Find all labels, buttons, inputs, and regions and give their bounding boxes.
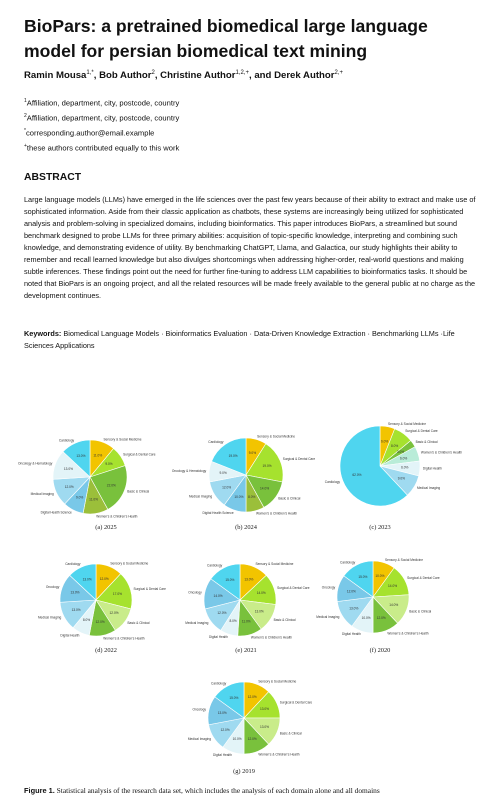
pie-slice-value: 9.0% [75,495,84,500]
author-separator: , and [249,70,275,82]
pie-slice-value: 13.0% [82,577,92,582]
pie-slice-label: Cardiology [324,479,341,484]
affiliation-text: corresponding.author@email.example [25,128,155,138]
pie-slice-value: 6.0% [399,456,408,461]
pie-chart-2 [171,428,316,522]
author-sup: 2 [151,70,155,76]
pie-slice-value: 14.0% [389,603,399,608]
pie-slice-value: 6.0% [381,439,389,444]
pie-slice-label: Surgical & Dental Care [133,587,166,592]
pie-slice-value: 6.0% [401,465,409,470]
pie-slice-value: 8.0% [82,618,91,623]
pie-slice-value: 12.0% [346,589,356,594]
pie-slice-value: 15.0% [358,575,368,580]
affiliation-2 [24,113,179,123]
subfigure-caption: (f) 2020 [369,647,391,654]
pie-slice-label: Surgical & Dental Care [123,452,156,457]
pie-slice-value: 13.0% [76,453,86,458]
pie-slice-value: 8.0% [229,619,237,624]
pie-slice-value: 13.0% [349,606,359,611]
pie-slice-label: Oncology & Hematology [17,461,53,466]
author-name: Ramin Mousa [24,70,87,82]
keywords-text: Biomedical Language Models · Bioinformatics Evaluation · Data-Driven Knowledge Extraction · Benchmarking LLMs ·Life Sciences Applications [24,329,455,350]
pie-slice-value: 14.0% [213,593,223,598]
figure-caption-label: Figure 1. [24,786,55,795]
pie-slice-value: 10.0% [375,573,385,578]
pie-slice-label: Medical Imaging [189,494,213,499]
pie-slice-value: 11.0% [89,497,98,502]
pie-chart-1 [17,430,157,524]
pie-slice-value: 17.0% [112,591,122,596]
pie-slice-value: 14.0% [388,584,398,589]
pie-slice-value: 14.0% [260,486,270,491]
pie-slice-label: Surgical & Dental Care [407,576,440,581]
pie-slice-value: 10.0% [232,737,242,742]
pie-slice-value: 12.0% [222,485,232,490]
affiliation-text: Affiliation, department, city, postcode, country [26,113,180,123]
pie-slice-label: Basic & Clinical [279,731,302,736]
affiliation-1 [24,98,179,108]
pie-slice-value: 19.0% [262,463,272,468]
pie-slice-value: 10.0% [234,494,244,499]
author-list [24,70,484,81]
pie-slice-label: Medical Imaging [417,485,441,490]
equal-contribution-note [24,143,179,153]
figure-caption-text: Statistical analysis of the research data set, which includes the analysis of each domain alone and all domains [54,786,380,795]
pie-slice-value: 13.0% [70,590,80,595]
pie-chart-3 [310,416,463,516]
pie-slice-label: Cardiology [211,681,227,686]
pie-slice-label: Oncology [192,707,206,712]
pie-slice-value: 13.0% [217,711,227,716]
pie-slice-value: 13.0% [259,724,270,729]
author-sup: 1,* [86,70,94,76]
pie-slice-label: Women's & Children's Health [96,514,138,519]
pie-chart-7 [178,672,313,764]
pie-slice-label: Oncology & Hematology [171,469,207,474]
pie-slice-value: 12.0% [99,577,109,582]
pie-slice-label: Basic & Clinical [415,439,438,444]
pie-slice-label: Basic & Clinical [127,489,150,494]
author-name: Bob Author [99,70,152,82]
pie-slice-label: Medical Imaging [30,492,54,497]
affiliation-sup: + [24,143,27,149]
pie-slice-value: 10.0% [361,616,371,621]
pie-slice-value: 11.0% [93,453,103,458]
pie-slice-value: 3.0% [396,450,405,455]
pie-slice-value: 14.0% [256,591,266,596]
pie-chart-5 [174,554,310,646]
pie-slice-label: Digital Health Science [202,511,234,516]
pie-slice-value: 12.0% [109,611,119,616]
pie-slice-label: Sensory & Social Medicine [110,561,149,566]
pie-slice-label: Sensory & Social Medicine [103,437,142,442]
subfigure-caption: (a) 2025 [95,524,117,531]
pie-slice-value: 12.0% [220,727,230,732]
pie-slice-label: Cardiology [65,562,81,567]
pie-slice-value: 15.0% [225,578,235,583]
pie-slice-value: 8.0% [390,443,399,448]
pie-slice-value: 12.0% [64,484,74,489]
author-separator: , [93,70,100,82]
pie-slice-label: Women's & Children's Health [387,631,429,636]
pie-slice-value: 9.0% [248,450,257,455]
affiliation-text: these authors contributed equally to this work [26,143,180,153]
pie-slice-value: 9.0% [219,470,227,475]
pie-slice-label: Sensory & Social Medicine [257,434,296,439]
subfigure-caption: (b) 2024 [235,524,257,531]
pie-slice-value: 11.0% [241,619,251,624]
pie-slice-label: Medical Imaging [316,614,340,619]
pie-slice-value: 15.0% [229,696,239,701]
pie-slice-label: Digital Health [422,466,442,471]
subfigure-caption: (d) 2022 [95,647,117,654]
pie-slice-label: Sensory & Social Medicine [258,679,297,684]
pie-slice-value: 9.0% [105,462,113,467]
affiliation-sup: 1 [24,98,27,104]
affiliation-text: Affiliation, department, city, postcode, country [26,98,180,108]
pie-slice-label: Women's & Children's Health [250,635,293,640]
pie-slice-value: 9.0% [397,476,405,481]
pie-slice-label: Basic & Clinical [127,620,150,625]
pie-slice-value: 13.0% [259,707,270,712]
pie-slice-value: 19.0% [228,454,238,459]
pie-slice-label: Surgical & Dental Care [405,429,438,434]
author-name: Christine Author [160,70,236,82]
pie-slice-value: 22.0% [106,483,116,488]
pie-slice-label: Women's & Children's Health [258,752,300,757]
author-name: Derek Author [274,70,335,82]
pie-slice-label: Digital Health [208,635,228,640]
pie-slice-label: Basic & Clinical [409,609,432,614]
pie-slice-value: 13.0% [254,609,264,614]
pie-slice-label: Cardiology [340,560,356,565]
pie-slice-label: Surgical & Dental Care [277,585,310,590]
keywords [24,328,476,352]
pie-slice-value: 12.0% [247,695,257,700]
pie-slice-label: Women's & Children's Health [103,636,145,641]
pie-slice-label: Women's & Children's Health [255,511,298,516]
pie-slice-label: Basic & Clinical [273,617,296,622]
pie-slice-value: 12.0% [376,615,386,620]
pie-chart-6 [307,551,439,643]
pie-slice-label: Women's & Children's Health [420,450,463,455]
pie-slice-label: Cardiology [58,438,75,443]
pie-slice-value: 8.0% [248,495,256,500]
corresponding-email [24,128,154,138]
pie-chart-4 [30,554,166,646]
pie-slice-label: Oncology [45,584,60,589]
figure-caption [24,786,484,795]
pie-slice-label: Sensory & Social Medicine [388,421,426,426]
pie-slice-label: Oncology [321,585,336,590]
pie-slice-label: Sensory & Social Medicine [255,562,294,567]
pie-slice-value: 13.0% [244,577,254,582]
pie-slice-label: Oncology [188,590,202,595]
pie-slice-value: 13.0% [63,467,73,472]
pie-slice-label: Medical Imaging [185,620,209,625]
pie-slice-value: 12.0% [217,611,227,616]
pie-slice-value: 12.0% [95,619,105,624]
pie-slice-label: Digital Health [212,753,232,758]
pie-slice-value: 12.0% [247,736,257,741]
pie-slice-label: Surgical & Dental Care [279,700,313,705]
subfigure-caption: (c) 2023 [369,524,391,531]
subfigure-caption: (g) 2019 [233,768,255,775]
pie-slice-label: Medical Imaging [38,615,62,620]
affiliation-sup: 2 [24,113,27,119]
author-sup: 1,2,+ [235,70,249,76]
pie-slice-label: Surgical & Dental Care [282,457,316,462]
pie-slice-label: Digital Health [60,633,80,638]
pie-slice-label: Digital Health Science [40,510,72,515]
author-sup: 2,+ [334,70,343,76]
pie-slice-label: Cardiology [207,563,223,568]
author-separator: , [154,70,161,82]
abstract-body: Large language models (LLMs) have emerged in the life sciences over the past few years because of their ability to extract and make use of sophisticated information. Aside from their classic application as chatbots, these systems are increasingly being utilized for sophisticated analysis and problem-solving in specialized domains, including bioinformatics. This paper introduces BioPars, a streamlined but sound benchmark designed to probe LLMs for three primary abilities: acquisition of topic-specific knowledge, interpreting and combining such knowledge, and demonstrating evidence of utility. By benchmarking ChatGPT, Llama, and Galactica, our study highlights their ability to remember and recall learned knowledge but also divulges shortcomings when addressing higher-order, real-world questions and making subtle inferences. These findings point out the need for further fine-tuning to address LLM capabilities to bioinformatics tasks. It should be noted that BioPars is an ongoing project, and all the related resources will be made freely available to the general public at no charge as the development continues. [24,195,476,301]
pie-slice-label: Cardiology [208,439,224,444]
pie-slice-label: Digital Health [341,632,361,637]
subfigure-caption: (e) 2021 [235,647,257,654]
keywords-label: Keywords: [24,329,62,338]
pie-slice-label: Basic & Clinical [278,496,301,501]
paper-title: BioPars: a pretrained biomedical large language model for persian biomedical text mining [24,16,428,61]
abstract-heading: ABSTRACT [24,172,82,183]
affiliation-sup: * [24,128,26,134]
pie-slice-label: Sensory & Social Medicine [385,557,423,562]
pie-slice-value: 13.0% [71,608,81,613]
pie-slice-label: Medical Imaging [187,736,212,741]
pie-slice-value: 62.0% [352,473,362,478]
